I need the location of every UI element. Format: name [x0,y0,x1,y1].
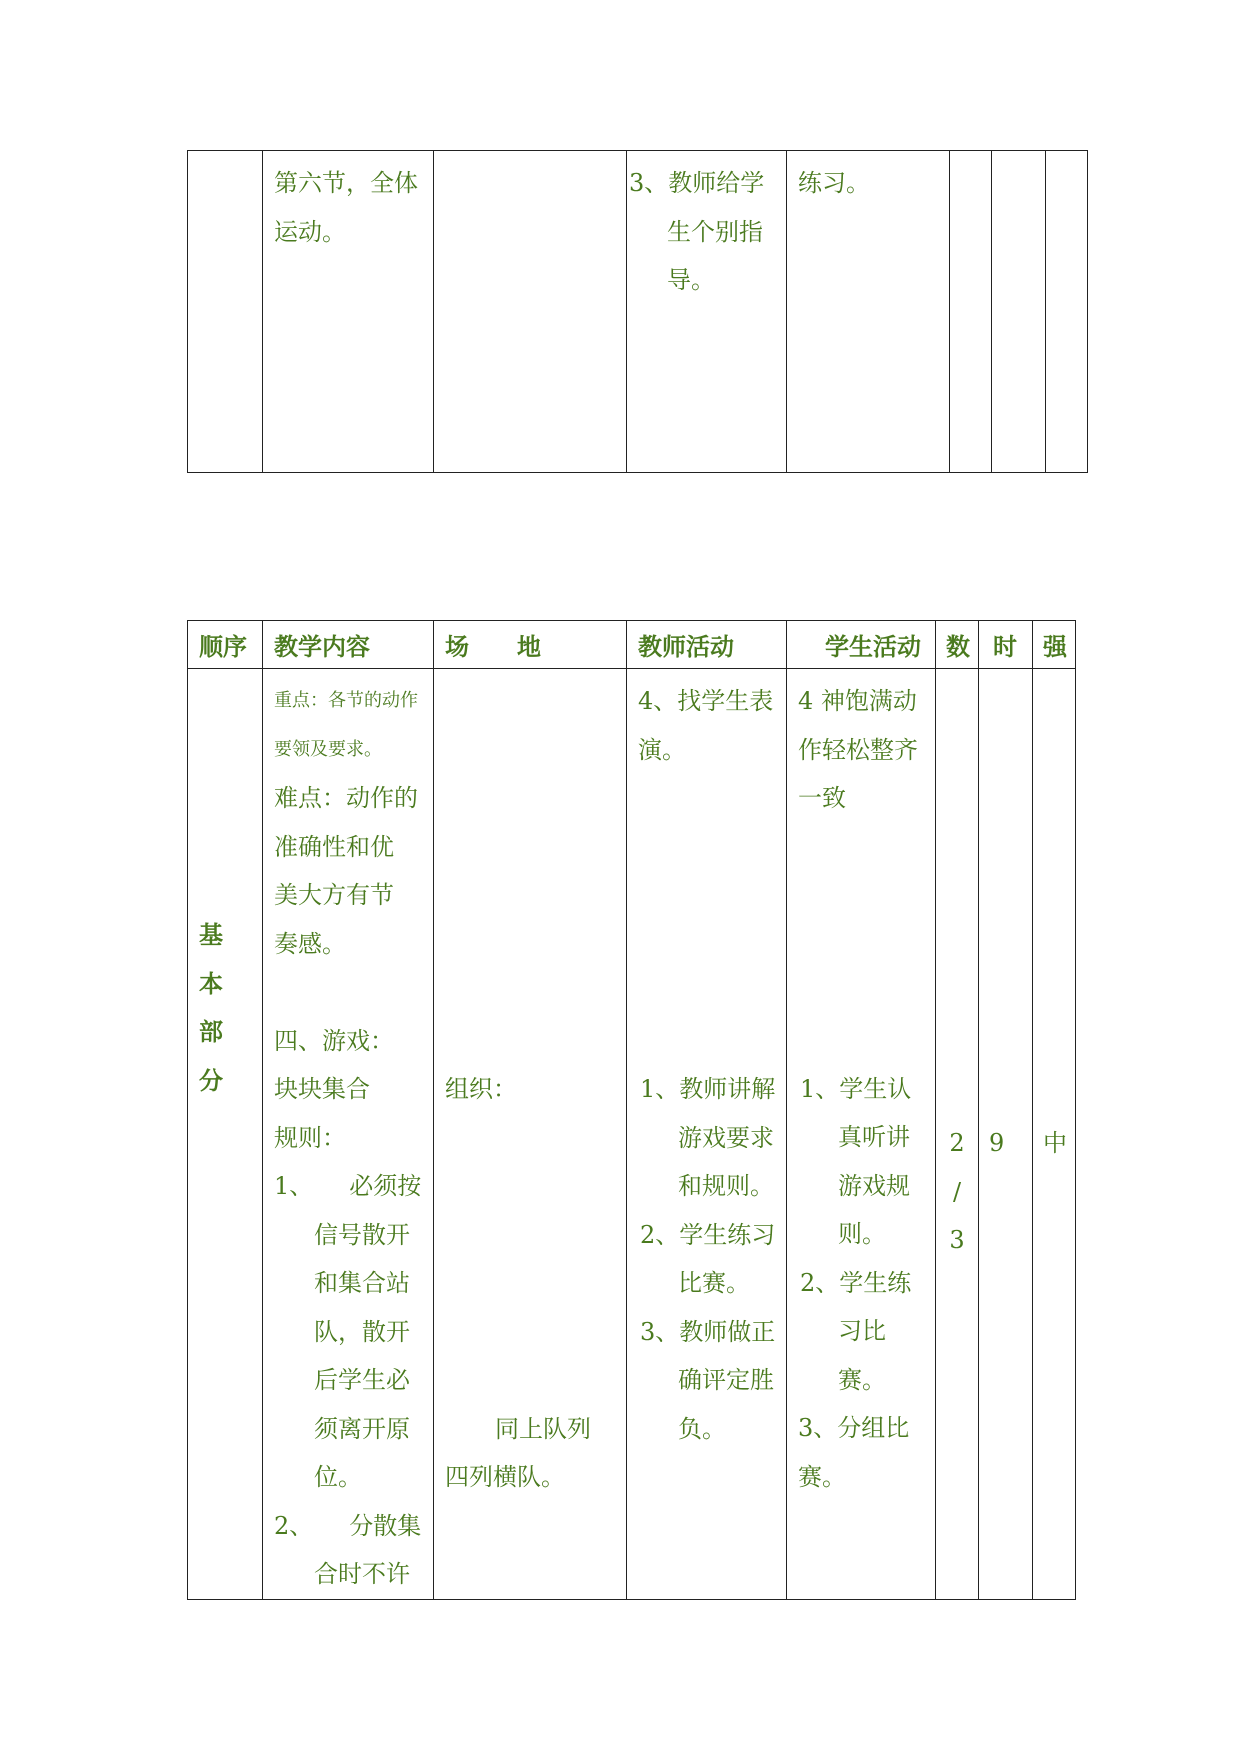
body-row [188,669,1076,1600]
focus-line: 要领及要求。 [274,738,382,760]
teacher-activity-text: 3、教师给学生个别指导。 [629,169,765,294]
teacher-item: 1、教师讲解游戏要求和规则。 [640,1075,776,1200]
difficulty-line: 美大方有节 [274,881,394,909]
student-activity-cell [787,669,936,1600]
header-teacher: 教师活动 [627,621,787,669]
difficulty-line: 奏感。 [274,929,346,958]
content-cell [263,151,434,473]
time-value: 9 [989,1129,1005,1157]
difficulty-line: 准确性和优 [274,832,394,861]
intensity-cell [1046,151,1088,473]
venue-cell [434,151,627,473]
teacher-activity-cell [627,151,787,473]
header-venue: 场 地 [434,621,627,669]
student-item: 2、学生练习比赛。 [800,1268,912,1394]
lesson-table [187,620,1076,1600]
count-cell [950,151,992,473]
student-item: 3、分组比赛。 [798,1414,910,1491]
venue-formation: 四列横队。 [445,1463,565,1491]
header-student: 学生活动 [787,621,936,669]
lesson-table-continued [187,150,1088,473]
venue-formation: 同上队列 [495,1414,591,1443]
teacher-item: 4、找学生表演。 [638,687,774,764]
student-item: 1、学生认真听讲游戏规则。 [800,1074,912,1248]
game-name: 块块集合 [274,1075,370,1103]
header-count: 数 [936,621,979,669]
section-label: 基 本 部 分 [199,920,223,1095]
student-item: 4 神饱满动作轻松整齐一致 [798,687,918,812]
content-cell [263,669,434,1600]
teacher-item: 3、教师做正确评定胜负。 [640,1317,776,1443]
difficulty-line: 难点：动作的 [274,784,418,812]
rule-item: 2、 分散集合时不许 [274,1511,422,1588]
section-cell [188,669,263,1600]
header-row [188,621,1076,669]
count-cell: 2 / 3 [936,669,979,1600]
time-cell [979,669,1033,1600]
header-intensity: 强 [1033,621,1076,669]
venue-org: 组织： [445,1075,517,1103]
header-content: 教学内容 [263,621,434,669]
game-title: 四、游戏： [274,1026,394,1055]
intensity-value: 中 [1043,1129,1067,1157]
venue-cell [434,669,627,1600]
content-line: 运动。 [274,217,346,246]
rules-label: 规则： [274,1123,346,1152]
content-line: 第六节，全体 [274,169,418,197]
student-activity-text: 练习。 [798,169,870,197]
teacher-activity-cell [627,669,787,1600]
focus-line: 重点：各节的动作 [274,690,418,711]
student-activity-cell [787,151,950,473]
intensity-cell [1033,669,1076,1600]
order-cell [188,151,263,473]
header-time: 时 [979,621,1033,669]
time-cell [992,151,1046,473]
rule-item: 1、 必须按信号散开和集合站队，散开后学生必须离开原位。 [274,1172,422,1491]
teacher-item: 2、学生练习比赛。 [640,1220,776,1297]
header-order: 顺序 [188,621,263,669]
